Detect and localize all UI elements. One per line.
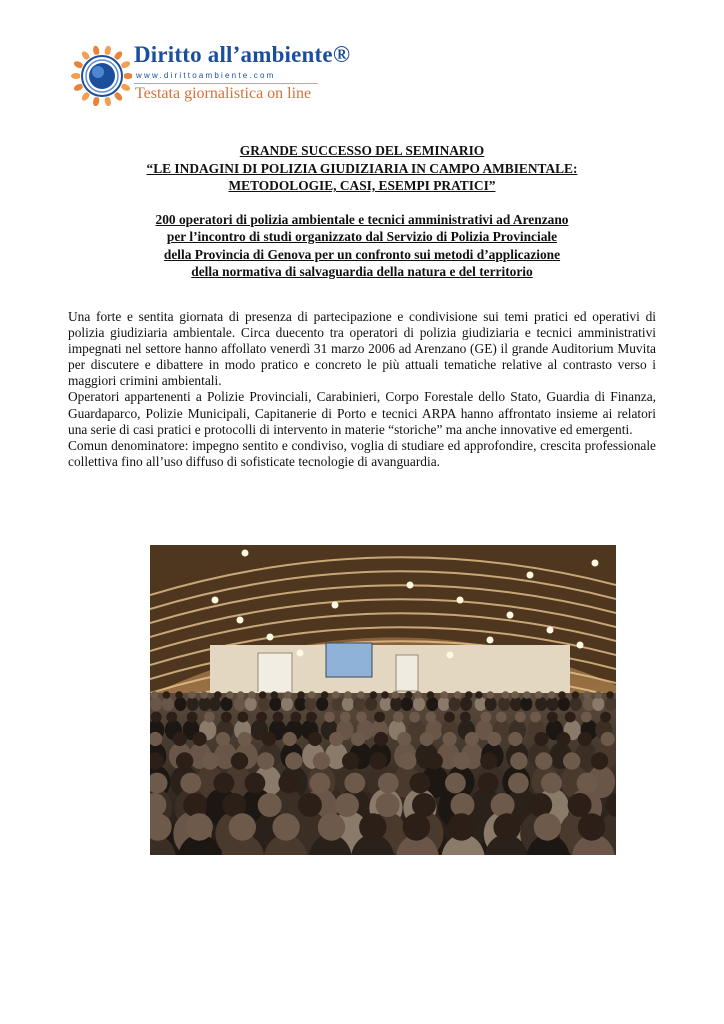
ceiling-light bbox=[577, 642, 584, 649]
headline-line: “LE INDAGINI DI POLIZIA GIUDIZIARIA IN CAMPO AMBIENTALE: bbox=[146, 160, 578, 176]
logo-petal bbox=[71, 73, 81, 79]
subheadline-line: per l’incontro di studi organizzato dal Servizio di Polizia Provinciale bbox=[166, 229, 558, 245]
sun-logo-icon bbox=[68, 42, 132, 106]
body-paragraph: Operatori appartenenti a Polizie Provinciali, Carabinieri, Corpo Forestale dello Stato, Guardia di Finanza, Guardaparco, Polizie Municipali, Capitanerie di Porto e tecnici ARPA hanno affrontato insieme ai relatori una serie di casi pratici e protocolli di intervento in materie “storiche” ma anche innovative ed emergenti. bbox=[68, 389, 656, 437]
article-body bbox=[68, 309, 656, 470]
article-subheadline bbox=[70, 211, 654, 280]
logo-title: Diritto all’ambiente® bbox=[134, 42, 351, 67]
auditorium-illustration bbox=[150, 545, 616, 855]
ceiling-light bbox=[332, 602, 339, 609]
ceiling-light bbox=[407, 582, 414, 589]
subheadline-line: della Provincia di Genova per un confronto sui metodi d’applicazione bbox=[163, 246, 561, 262]
ceiling-light bbox=[297, 650, 304, 657]
ceiling-light bbox=[547, 627, 554, 634]
auditorium-photo bbox=[150, 545, 616, 855]
body-paragraph: Comun denominatore: impegno sentito e condiviso, voglia di studiare ed approfondire, crescita professionale collettiva fino all’uso diffuso di sofisticate tecnologie di avanguardia. bbox=[68, 437, 656, 469]
subheadline-line: 200 operatori di polizia ambientale e tecnici amministrativi ad Arenzano bbox=[155, 212, 569, 227]
ceiling-light bbox=[527, 572, 534, 579]
body-paragraph: Una forte e sentita giornata di presenza di partecipazione e condivisione sui temi pratici ed operativi di polizia giudiziaria ambientale. Circa duecento tra operatori di polizia giudiziaria e tecnici amministrativi impegnati nel settore hanno affollato venerdì 31 marzo 2006 ad Arenzano (GE) il grande Auditorium Muvita per discutere e dibattere in modo pratico e concreto le più attuali tematiche relative al contrasto verso i maggiori crimini ambientali. bbox=[68, 309, 656, 389]
ceiling-light bbox=[447, 652, 454, 659]
headline-line: GRANDE SUCCESSO DEL SEMINARIO bbox=[239, 143, 485, 158]
subheadline-line: della normativa di salvaguardia della natura e del territorio bbox=[191, 263, 533, 279]
article-headline bbox=[70, 142, 654, 195]
ceiling-light bbox=[212, 597, 219, 604]
logo-petal bbox=[123, 73, 132, 79]
ceiling-light bbox=[487, 637, 494, 644]
ceiling-light bbox=[267, 634, 274, 641]
headline-line: METODOLOGIE, CASI, ESEMPI PRATICI” bbox=[228, 178, 496, 193]
ceiling-light bbox=[457, 597, 464, 604]
ceiling-light bbox=[242, 550, 249, 557]
ceiling-light bbox=[237, 617, 244, 624]
ceiling-light bbox=[592, 560, 599, 567]
logo-url: www.dirittoambiente.com bbox=[136, 71, 276, 80]
logo-divider bbox=[134, 83, 318, 84]
masthead-logo bbox=[68, 40, 351, 110]
logo-tagline: Testata giornalistica on line bbox=[135, 85, 312, 102]
ceiling-light bbox=[507, 612, 514, 619]
